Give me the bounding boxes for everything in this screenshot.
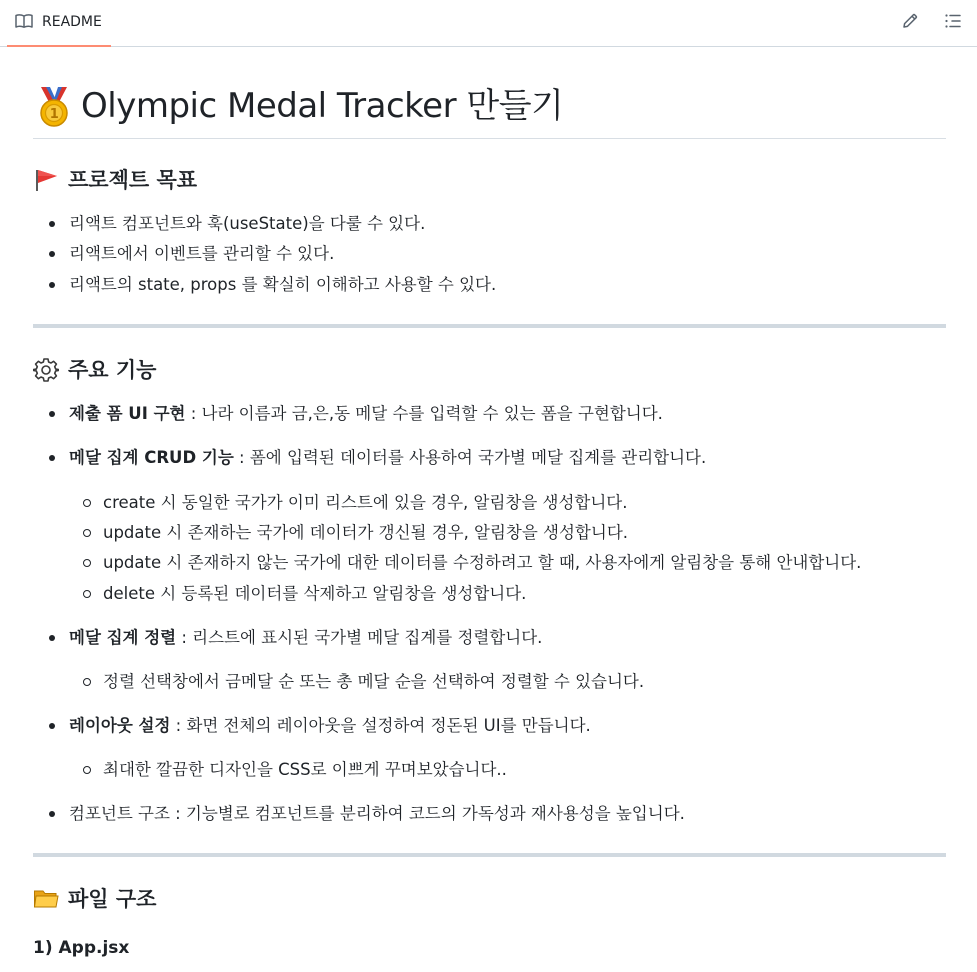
- feature-title: 제출 폼 UI 구현: [69, 404, 186, 423]
- outline-button[interactable]: [942, 10, 964, 32]
- sub-bullet: [83, 559, 91, 567]
- bullet: [49, 723, 55, 729]
- feature-title: 메달 집계 CRUD 기능: [69, 448, 234, 467]
- book-icon: [15, 13, 33, 29]
- edit-icon: [901, 12, 919, 30]
- list-icon: [944, 12, 962, 30]
- list-item-text: [69, 403, 663, 425]
- feature-description: : 화면 전체의 레이아웃을 설정하여 정돈된 UI를 만듭니다.: [170, 716, 591, 735]
- list-item-text: 리액트의 state, props 를 확실히 이해하고 사용할 수 있다.: [69, 275, 497, 294]
- sub-bullet: [83, 766, 91, 774]
- bullet: [49, 811, 55, 817]
- bullet: [49, 455, 55, 461]
- list-item-text: 리액트 컴포넌트와 훅(useState)을 다룰 수 있다.: [69, 214, 426, 233]
- sub-bullet: [83, 678, 91, 686]
- list-item-text: 컴포넌트 구조 : 기능별로 컴포넌트를 분리하여 코드의 가독성과 재사용성을 높입니다.: [69, 804, 685, 823]
- list-item-text: 리액트에서 이벤트를 관리할 수 있다.: [69, 244, 335, 263]
- flag-icon: [33, 167, 59, 193]
- feature-description: : 리스트에 표시된 국가별 메달 집계를 정렬합니다.: [176, 628, 543, 647]
- svg-text:1: 1: [49, 107, 59, 122]
- sub-bullet: [83, 529, 91, 537]
- title-text: Olympic Medal Tracker 만들기: [81, 86, 564, 126]
- list-item-text: [69, 447, 706, 469]
- bullet: [49, 251, 55, 257]
- sub-list-item-text: update 시 존재하는 국가에 데이터가 갱신될 경우, 알림창을 생성합니다.: [103, 523, 628, 542]
- feature-title: 레이아웃 설정: [69, 716, 171, 735]
- feature-title: 메달 집계 정렬: [69, 628, 177, 647]
- section-heading-text: 주요 기능: [68, 358, 157, 382]
- subsection-heading: 1) App.jsx: [33, 938, 130, 958]
- folder-icon: [33, 886, 59, 912]
- feature-description: : 나라 이름과 금,은,동 메달 수를 입력할 수 있는 폼을 구현합니다.: [185, 404, 663, 423]
- sub-bullet: [83, 590, 91, 598]
- edit-button[interactable]: [899, 10, 921, 32]
- sub-bullet: [83, 499, 91, 507]
- sub-list-item-text: create 시 동일한 국가가 이미 리스트에 있을 경우, 알림창을 생성합니다.: [103, 493, 628, 512]
- list-item-text: [69, 627, 542, 649]
- list-item-text: [69, 715, 591, 737]
- sub-list-item-text: 정렬 선택창에서 금메달 순 또는 총 메달 순을 선택하여 정렬할 수 있습니다.: [103, 672, 645, 691]
- feature-description: : 폼에 입력된 데이터를 사용하여 국가별 메달 집계를 관리합니다.: [233, 448, 707, 467]
- bullet: [49, 635, 55, 641]
- section-heading-text: 프로젝트 목표: [68, 168, 198, 192]
- sub-list-item-text: update 시 존재하지 않는 국가에 대한 데이터를 수정하려고 할 때, 사용자에게 알림창을 통해 안내합니다.: [103, 553, 862, 572]
- section-heading-text: 파일 구조: [68, 887, 157, 911]
- title-heading: [33, 84, 946, 139]
- readme-header: [0, 0, 977, 47]
- divider: [33, 324, 946, 328]
- sub-list-item-text: delete 시 등록된 데이터를 삭제하고 알림창을 생성합니다.: [103, 584, 527, 603]
- gear-icon: [33, 357, 59, 383]
- divider: [33, 853, 946, 857]
- medal-icon: [33, 86, 75, 128]
- tab-readme[interactable]: [7, 0, 111, 47]
- bullet: [49, 282, 55, 288]
- tab-label: README: [42, 14, 102, 30]
- sub-list-item-text: 최대한 깔끔한 디자인을 CSS로 이쁘게 꾸며보았습니다..: [103, 760, 507, 779]
- bullet: [49, 221, 55, 227]
- bullet: [49, 411, 55, 417]
